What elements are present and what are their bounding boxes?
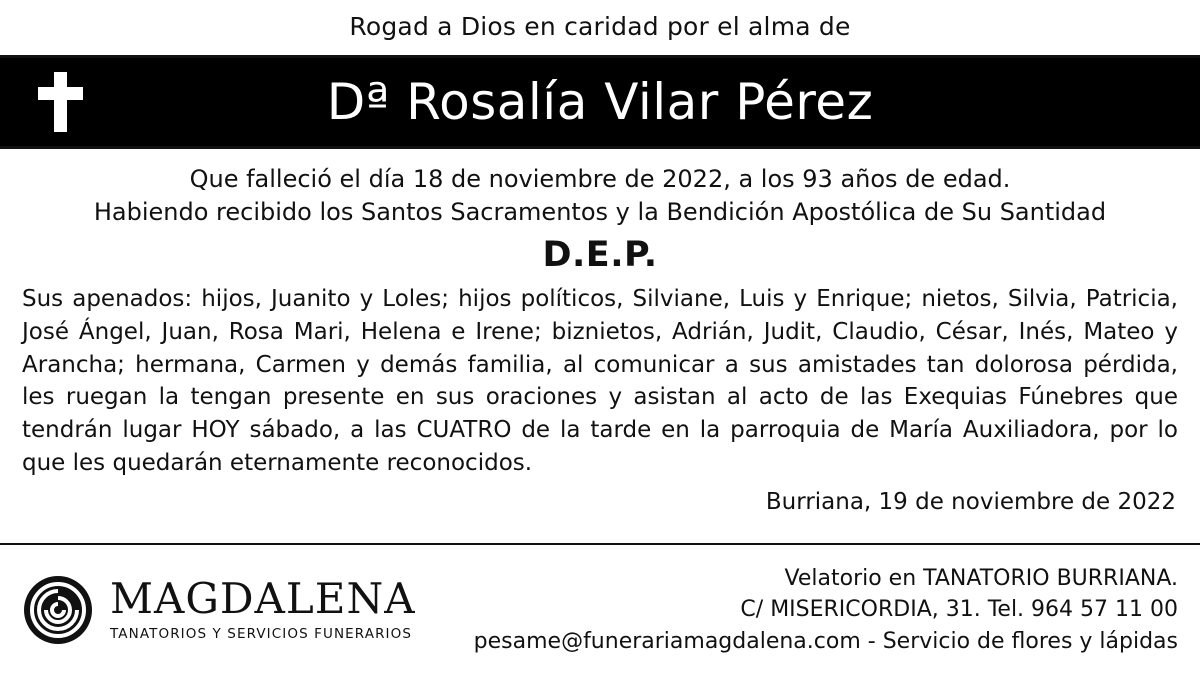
footer: [0, 545, 1200, 675]
dep-abbreviation: D.E.P.: [542, 235, 658, 276]
deceased-name: Dª Rosalía Vilar Pérez: [326, 72, 874, 131]
invocation-line: Rogad a Dios en caridad por el alma de: [349, 12, 851, 41]
contact-block: [416, 563, 1178, 657]
brand-subtitle: TANATORIOS Y SERVICIOS FUNERARIOS: [110, 626, 413, 642]
contact-line-venue: Velatorio en TANATORIO BURRIANA.: [784, 566, 1178, 592]
brand-block: [22, 574, 416, 646]
brand-name: MAGDALENA: [110, 574, 416, 623]
family-paragraph: Sus apenados: hijos, Juanito y Loles; hijos políticos, Silviane, Luis y Enrique; nietos, Silvia, Patricia, José Ángel, Juan, Rosa Mari, Helena e Irene; biznietos, Adrián, Judit, Claudio, César, Inés, Mateo y Arancha; hermana, Carmen y demás familia, al comunicar a sus amistades tan dolorosa pérdida, les ruegan la tengan presente en sus oraciones y asistan al acto de las Exequias Fúnebres que tendrán lugar HOY sábado, a las CUATRO de la tarde en la parroquia de María Auxiliadora, por lo que les quedarán eternamente reconocidos.: [22, 286, 1178, 476]
contact-line-email: pesame@funerariamagdalena.com - Servicio de flores y lápidas: [473, 628, 1178, 654]
notice-body: [0, 149, 1200, 543]
spiral-logo-icon: [22, 574, 94, 646]
contact-line-address: C/ MISERICORDIA, 31. Tel. 964 57 11 00: [740, 597, 1178, 623]
place-and-date: Burriana, 19 de noviembre de 2022: [765, 489, 1176, 516]
death-line: Que falleció el día 18 de noviembre de 2022, a los 93 años de edad.: [189, 165, 1011, 193]
sacraments-line: Habiendo recibido los Santos Sacramentos y la Bendición Apostólica de Su Santidad: [93, 198, 1107, 227]
name-banner: [0, 58, 1200, 146]
brand-text: [110, 574, 416, 642]
latin-cross-icon: [0, 70, 120, 134]
